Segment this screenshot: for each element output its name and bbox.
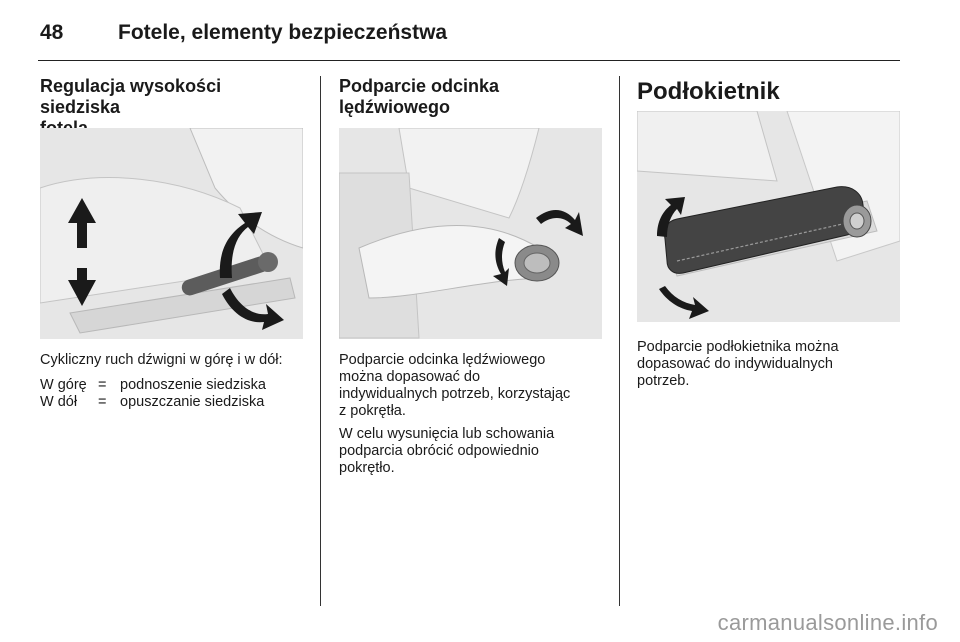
paragraph: Podparcie podłokietnika można dopasować do indywidualnych potrzeb. [637,339,839,389]
seat-height-caption: Cykliczny ruch dźwigni w górę i w dół: [40,352,283,368]
page-header [38,18,900,61]
seat-height-illustration [40,128,303,339]
page-number: 48 [40,21,64,44]
section-heading: Podłokietnik [637,78,780,105]
column-divider [619,76,620,606]
column-divider [320,76,321,606]
paragraph: W celu wysunięcia lub schowania podparcia obrócić odpowiednio pokrętło. [339,426,555,476]
section-armrest [637,78,903,106]
section-heading: Regulacja wysokości siedziska [40,76,222,117]
page-title: Fotele, elementy bezpieczeństwa [118,21,448,44]
definition-row: W górę = podnoszenie siedziska [40,377,266,393]
armrest-illustration [637,111,900,322]
paragraph: Podparcie odcinka lędźwiowego można dopasować do indywidualnych potrzeb, korzystając z pokrętła. [339,352,571,419]
watermark: carmanualsonline.info [717,610,938,635]
lumbar-support-text [339,352,614,483]
lumbar-support-illustration [339,128,602,339]
definition-row: W dół = opuszczanie siedziska [40,394,265,410]
definition-list [40,377,315,411]
section-lumbar-support [339,76,605,118]
section-heading: Podparcie odcinka lędźwiowego [339,76,500,117]
armrest-text [637,339,912,396]
